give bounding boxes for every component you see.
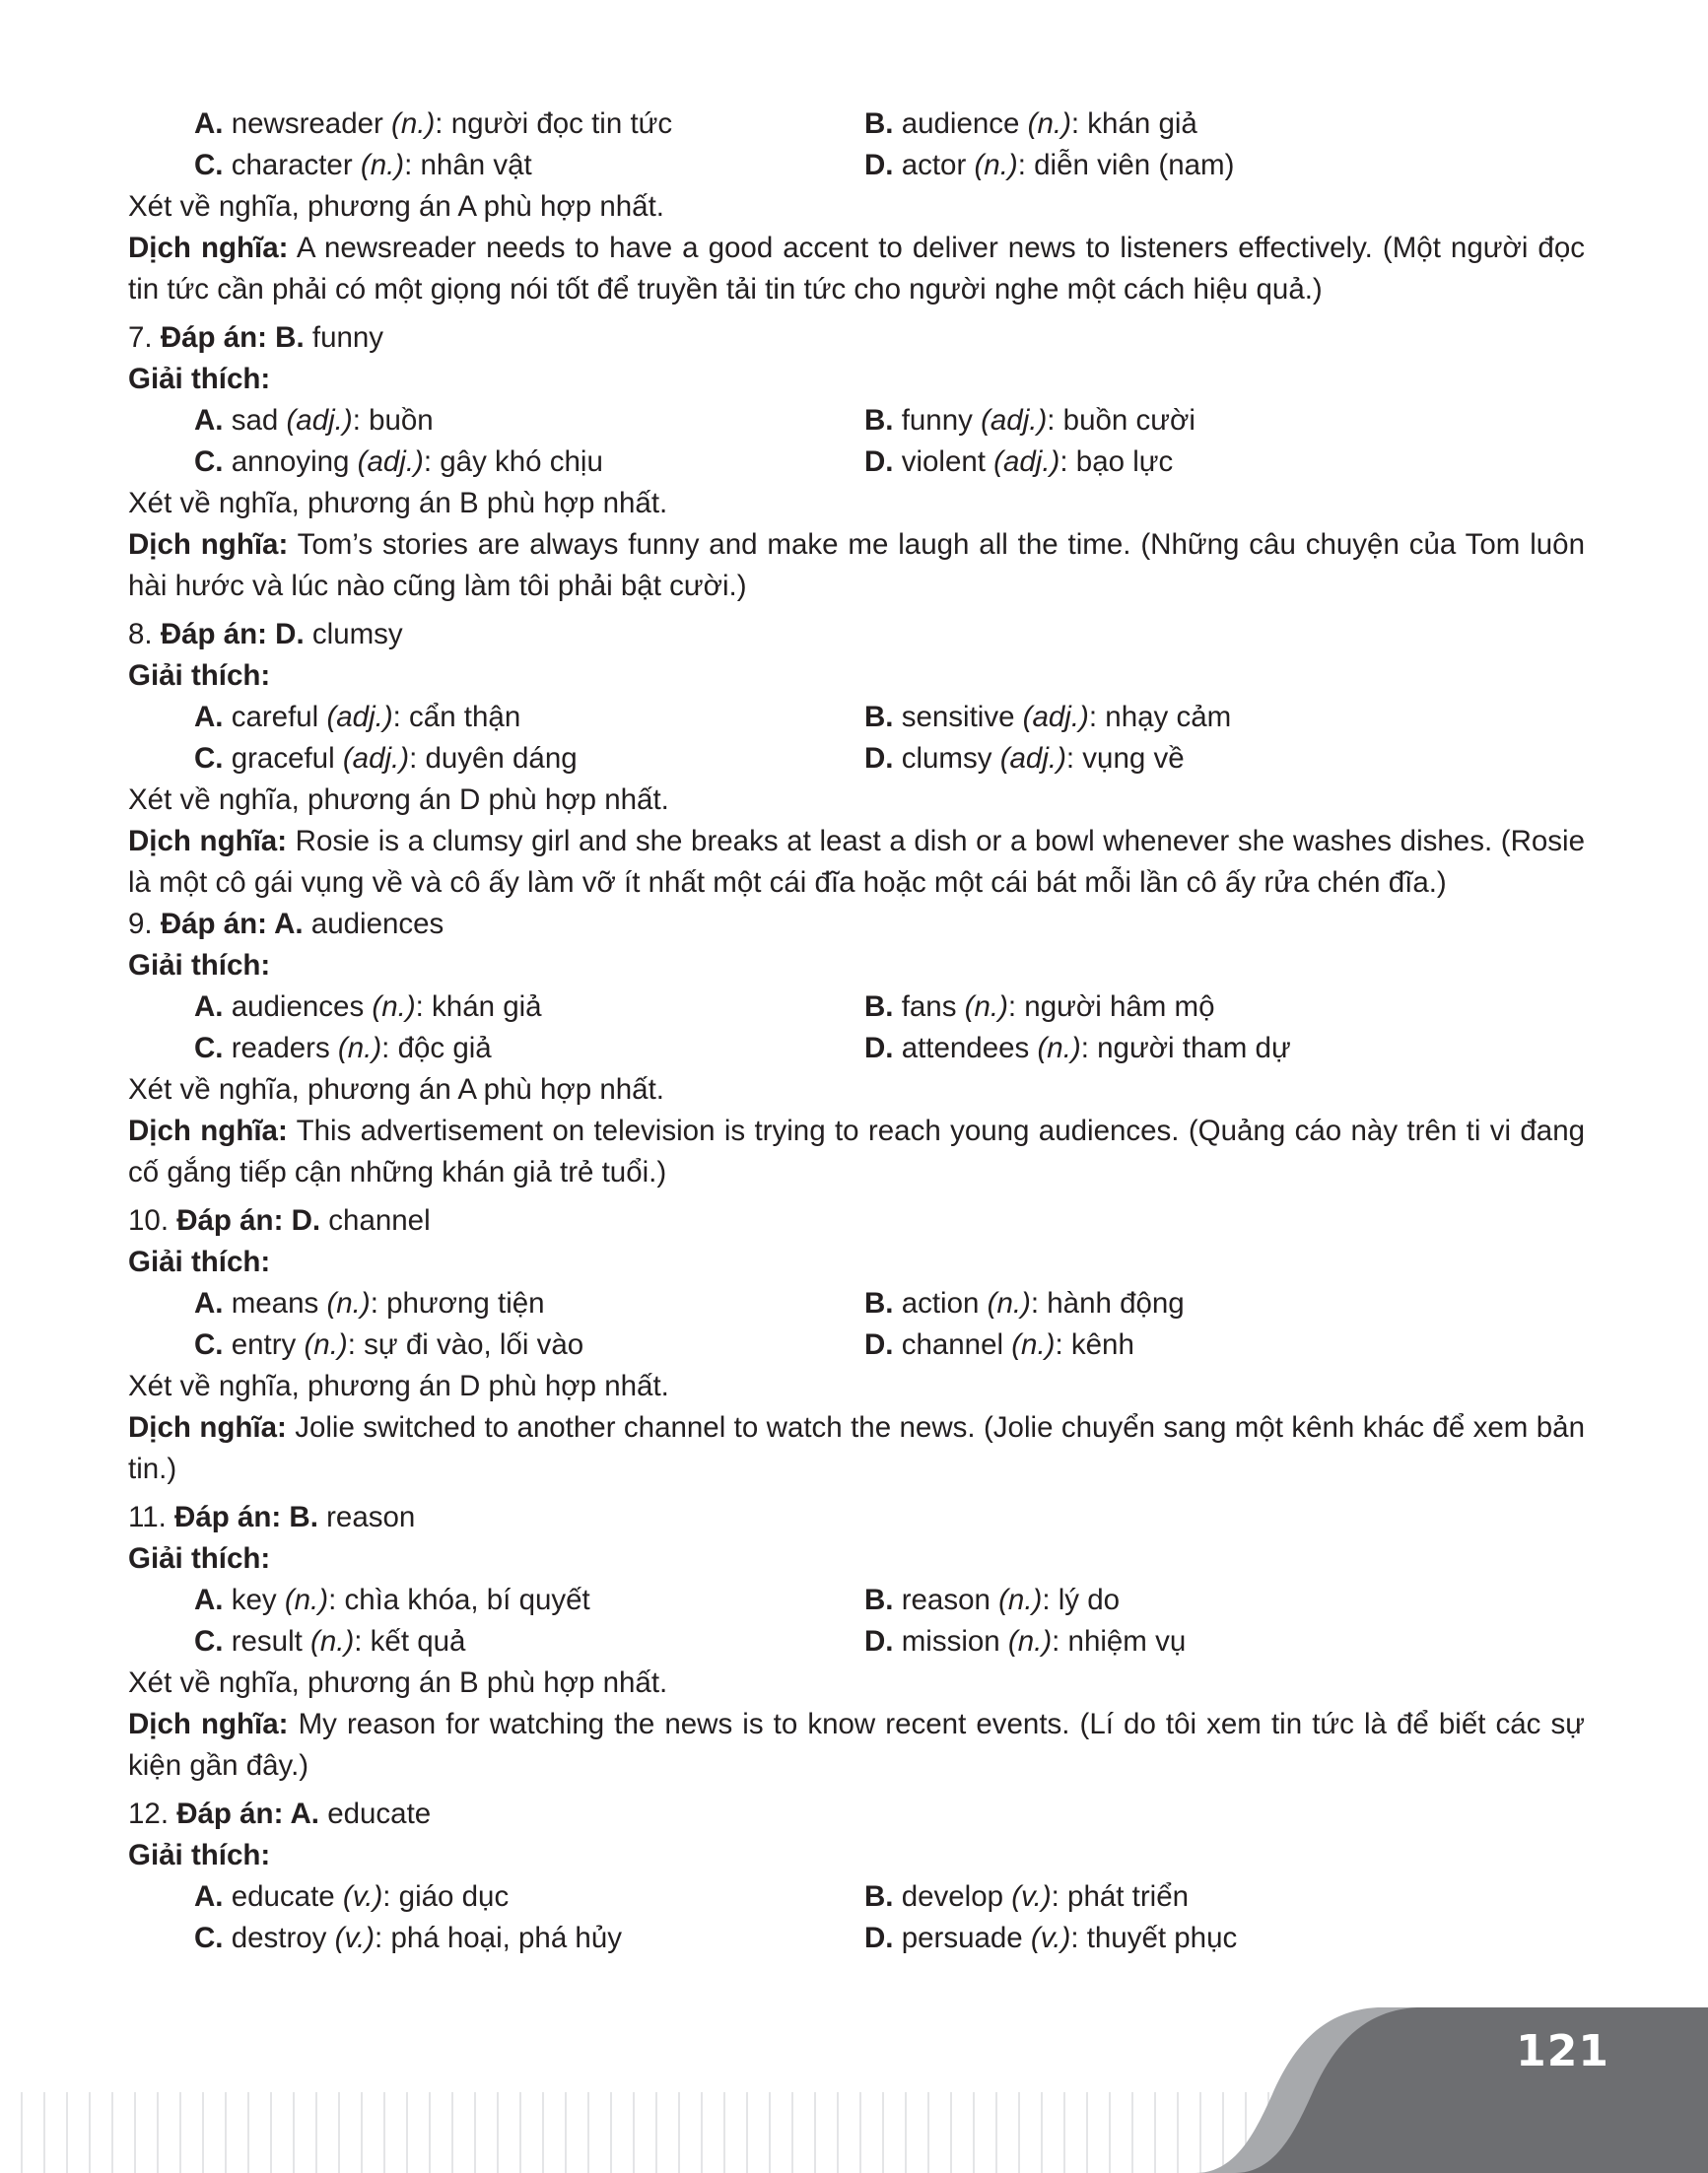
bold-text: C. [194,1625,224,1658]
translation-paragraph [128,1407,1585,1490]
text-line [128,1663,1585,1704]
text-run: : hành động [1030,1287,1185,1320]
text-run: character [223,149,361,181]
bold-text: Dịch nghĩa: [128,1411,287,1444]
bold-text: A. [194,990,224,1023]
option-right [864,1621,1186,1663]
text-run: destroy [223,1922,335,1954]
italic-text: (n.) [337,1032,382,1064]
text-run: Rosie is a clumsy girl and she breaks at least a dish or a bowl whenever she washes dishes. (Rosie là một cô gái vụng về và cô ấy làm vỡ ít nhất một cái đĩa hoặc một cái bát mỗi lần cô ấy rửa chén đĩa.) [128,825,1586,899]
text-run: readers [223,1032,338,1064]
bold-text: B. [864,1287,894,1320]
option-left [194,986,864,1028]
option-left [194,145,864,186]
text-run: audience [893,107,1028,140]
option-row [128,441,1585,483]
italic-text: (n.) [284,1584,329,1616]
text-run: : người hâm mộ [1007,990,1215,1023]
spacer [128,1193,1585,1200]
italic-text: (n.) [964,990,1008,1023]
option-left [194,1580,864,1621]
option-right [864,400,1196,441]
text-run: This advertisement on television is trying to reach young audiences. (Quảng cáo này trên ti vi đang cố gắng tiếp cận những khán giả trẻ tuổi.) [128,1115,1586,1188]
bold-text: C. [194,1032,224,1064]
italic-text: (adj.) [993,445,1060,478]
text-run: sad [223,404,287,437]
text-line [128,359,1585,400]
text-run: : phá hoại, phá hủy [375,1922,622,1954]
text-run: Xét về nghĩa, phương án D phù hợp nhất. [128,783,669,816]
spacer [128,607,1585,614]
text-run: reason [317,1501,416,1533]
text-run: : phương tiện [370,1287,545,1320]
bold-text: Dịch nghĩa: [128,232,289,264]
text-line [128,655,1585,697]
bold-text: Giải thích: [128,1839,271,1871]
option-right [864,1876,1189,1918]
bold-text: Đáp án: B. [174,1501,318,1533]
text-run: mission [893,1625,1008,1658]
bold-text: A. [194,1584,224,1616]
text-run: persuade [893,1922,1031,1954]
text-run: : độc giả [381,1032,492,1064]
text-run: audiences [303,908,444,940]
text-run: : nhân vật [404,149,532,181]
italic-text: (adj.) [286,404,353,437]
italic-text: (n.) [974,149,1018,181]
text-run: newsreader [223,107,392,140]
text-run: clumsy [304,618,403,650]
text-run: Xét về nghĩa, phương án A phù hợp nhất. [128,1073,664,1106]
text-run: attendees [893,1032,1038,1064]
option-right [864,697,1231,738]
text-run: Xét về nghĩa, phương án B phù hợp nhất. [128,1666,668,1699]
option-left [194,441,864,483]
text-run: clumsy [893,742,1000,775]
text-run: : phát triển [1051,1880,1190,1913]
text-line [128,317,1585,359]
bold-text: Giải thích: [128,659,271,692]
page-content [128,103,1585,1959]
italic-text: (n.) [998,1584,1043,1616]
text-run: : buồn [352,404,434,437]
text-run: : nhiệm vụ [1052,1625,1187,1658]
bold-text: C. [194,149,224,181]
text-run: : cẩn thận [392,701,521,733]
text-line [128,945,1585,986]
text-run: Xét về nghĩa, phương án A phù hợp nhất. [128,190,664,223]
italic-text: (n.) [1011,1328,1056,1361]
translation-paragraph [128,821,1585,904]
text-run: : duyên dáng [409,742,578,775]
option-left [194,103,864,145]
option-left [194,1324,864,1366]
italic-text: (v.) [342,1880,383,1913]
translation-paragraph [128,1704,1585,1787]
bold-text: D. [864,1032,894,1064]
text-run: fans [893,990,965,1023]
bold-text: D. [864,1328,894,1361]
italic-text: (v.) [334,1922,376,1954]
text-run: : khán giả [1070,107,1197,140]
text-line [128,904,1585,945]
text-line [128,1538,1585,1580]
text-run: channel [893,1328,1012,1361]
text-run: educate [319,1798,432,1830]
italic-text: (v.) [1030,1922,1071,1954]
text-run: : gây khó chịu [423,445,603,478]
text-run: : diễn viên (nam) [1017,149,1235,181]
option-right [864,738,1185,780]
text-run: means [223,1287,327,1320]
option-right [864,103,1197,145]
text-run: reason [893,1584,999,1616]
text-run: 10. [128,1204,177,1237]
text-run: : bạo lực [1059,445,1174,478]
text-run: funny [893,404,982,437]
text-run: key [223,1584,285,1616]
italic-text: (adj.) [342,742,410,775]
bold-text: Giải thích: [128,1246,271,1278]
text-line [128,1497,1585,1538]
text-run: audiences [223,990,373,1023]
text-run: graceful [223,742,343,775]
option-left [194,1028,864,1069]
option-left [194,697,864,738]
option-row [128,103,1585,145]
bold-text: Dịch nghĩa: [128,1115,288,1147]
option-right [864,1028,1291,1069]
option-left [194,1876,864,1918]
option-left [194,1621,864,1663]
italic-text: (n.) [310,1625,355,1658]
text-line [128,1242,1585,1283]
option-left [194,400,864,441]
bold-text: Đáp án: D. [160,618,305,650]
text-run: violent [893,445,994,478]
translation-paragraph [128,524,1585,607]
italic-text: (adj.) [326,701,393,733]
translation-paragraph [128,228,1585,310]
text-run: : kênh [1055,1328,1134,1361]
text-line [128,1200,1585,1242]
text-run: annoying [223,445,358,478]
text-run: funny [304,321,384,354]
bold-text: C. [194,1922,224,1954]
option-row [128,697,1585,738]
text-run: 9. [128,908,161,940]
bold-text: B. [864,1584,894,1616]
text-run: A newsreader needs to have a good accent to deliver news to listeners effectively. (Một người đọc tin tức cần phải có một giọng nói tốt để truyền tải tin tức cho người nghe một cách hiệu quả.) [128,232,1585,306]
text-run: 12. [128,1798,177,1830]
option-row [128,1028,1585,1069]
option-right [864,1580,1120,1621]
bold-text: D. [864,1625,894,1658]
bold-text: Dịch nghĩa: [128,528,289,561]
text-run: : chìa khóa, bí quyết [328,1584,590,1616]
italic-text: (n.) [1037,1032,1081,1064]
bold-text: B. [864,990,894,1023]
bold-text: D. [864,1922,894,1954]
text-run: : nhạy cảm [1088,701,1232,733]
italic-text: (n.) [360,149,405,181]
bold-text: B. [864,404,894,437]
option-row [128,1918,1585,1959]
text-line [128,780,1585,821]
text-run: Jolie switched to another channel to watch the news. (Jolie chuyển sang một kênh khác để xem bản tin.) [128,1411,1585,1485]
italic-text: (adj.) [357,445,424,478]
text-run: : khán giả [415,990,542,1023]
text-run: : thuyết phục [1070,1922,1238,1954]
italic-text: (n.) [372,990,416,1023]
translation-paragraph [128,1111,1585,1193]
text-run: : giáo dục [382,1880,510,1913]
italic-text: (n.) [987,1287,1031,1320]
bold-text: B. [864,1880,894,1913]
bold-text: B. [864,107,894,140]
text-run: : vụng về [1065,742,1185,775]
bold-text: C. [194,742,224,775]
italic-text: (n.) [1027,107,1071,140]
italic-text: (adj.) [999,742,1066,775]
text-run: 8. [128,618,161,650]
bold-text: A. [194,1880,224,1913]
bold-text: Đáp án: A. [176,1798,319,1830]
bold-text: Dịch nghĩa: [128,825,288,857]
text-line [128,614,1585,655]
text-run: : sự đi vào, lối vào [347,1328,584,1361]
text-run: careful [223,701,327,733]
italic-text: (n.) [1007,1625,1053,1658]
text-line [128,186,1585,228]
spacer [128,310,1585,317]
option-row [128,1324,1585,1366]
text-run: result [223,1625,311,1658]
bold-text: Giải thích: [128,363,271,395]
option-row [128,1876,1585,1918]
italic-text: (adj.) [981,404,1048,437]
text-run: 11. [128,1501,175,1533]
option-right [864,986,1215,1028]
bold-text: C. [194,445,224,478]
text-run: channel [320,1204,431,1237]
option-right [864,1283,1185,1324]
spacer [128,1787,1585,1794]
text-run: My reason for watching the news is to know recent events. (Lí do tôi xem tin tức là để biết các sự kiện gần đây.) [128,1708,1586,1782]
text-line [128,1835,1585,1876]
italic-text: (n.) [326,1287,371,1320]
text-run: entry [223,1328,305,1361]
text-line [128,1366,1585,1407]
option-left [194,1918,864,1959]
text-run: sensitive [893,701,1023,733]
option-right [864,145,1234,186]
option-row [128,1283,1585,1324]
bold-text: D. [864,742,894,775]
option-row [128,738,1585,780]
option-row [128,986,1585,1028]
option-row [128,1621,1585,1663]
bold-text: B. [864,701,894,733]
text-run: : người tham dự [1080,1032,1291,1064]
option-left [194,738,864,780]
option-row [128,400,1585,441]
option-right [864,1918,1237,1959]
page-number: 121 [1516,2026,1609,2076]
text-line [128,1069,1585,1111]
bold-text: A. [194,107,224,140]
bold-text: Đáp án: A. [160,908,304,940]
bold-text: Giải thích: [128,1542,271,1575]
text-run: : người đọc tin tức [435,107,673,140]
bold-text: D. [864,149,894,181]
text-run: actor [893,149,975,181]
option-left [194,1283,864,1324]
option-row [128,145,1585,186]
text-run: : buồn cười [1047,404,1196,437]
bold-text: A. [194,404,224,437]
bold-text: A. [194,1287,224,1320]
text-line [128,483,1585,524]
text-run: Tom’s stories are always funny and make me laugh all the time. (Những câu chuyện của Tom luôn hài hước và lúc nào cũng làm tôi phải bật cười.) [128,528,1585,602]
text-run: : lý do [1042,1584,1121,1616]
text-run: Xét về nghĩa, phương án D phù hợp nhất. [128,1370,669,1402]
bold-text: Giải thích: [128,949,271,982]
text-line [128,1794,1585,1835]
italic-text: (n.) [304,1328,348,1361]
page-number-tab [1196,1986,1708,2173]
bold-text: Đáp án: D. [176,1204,321,1237]
text-run: develop [893,1880,1012,1913]
text-run: 7. [128,321,161,354]
italic-text: (adj.) [1022,701,1089,733]
bold-text: D. [864,445,894,478]
bold-text: A. [194,701,224,733]
option-right [864,1324,1134,1366]
text-run: action [893,1287,988,1320]
option-row [128,1580,1585,1621]
italic-text: (n.) [391,107,436,140]
text-run: Xét về nghĩa, phương án B phù hợp nhất. [128,487,668,519]
text-run: educate [223,1880,343,1913]
text-run: : kết quả [354,1625,466,1658]
bold-text: Dịch nghĩa: [128,1708,289,1740]
bold-text: C. [194,1328,224,1361]
option-right [864,441,1173,483]
spacer [128,1490,1585,1497]
italic-text: (v.) [1011,1880,1052,1913]
bold-text: Đáp án: B. [160,321,305,354]
